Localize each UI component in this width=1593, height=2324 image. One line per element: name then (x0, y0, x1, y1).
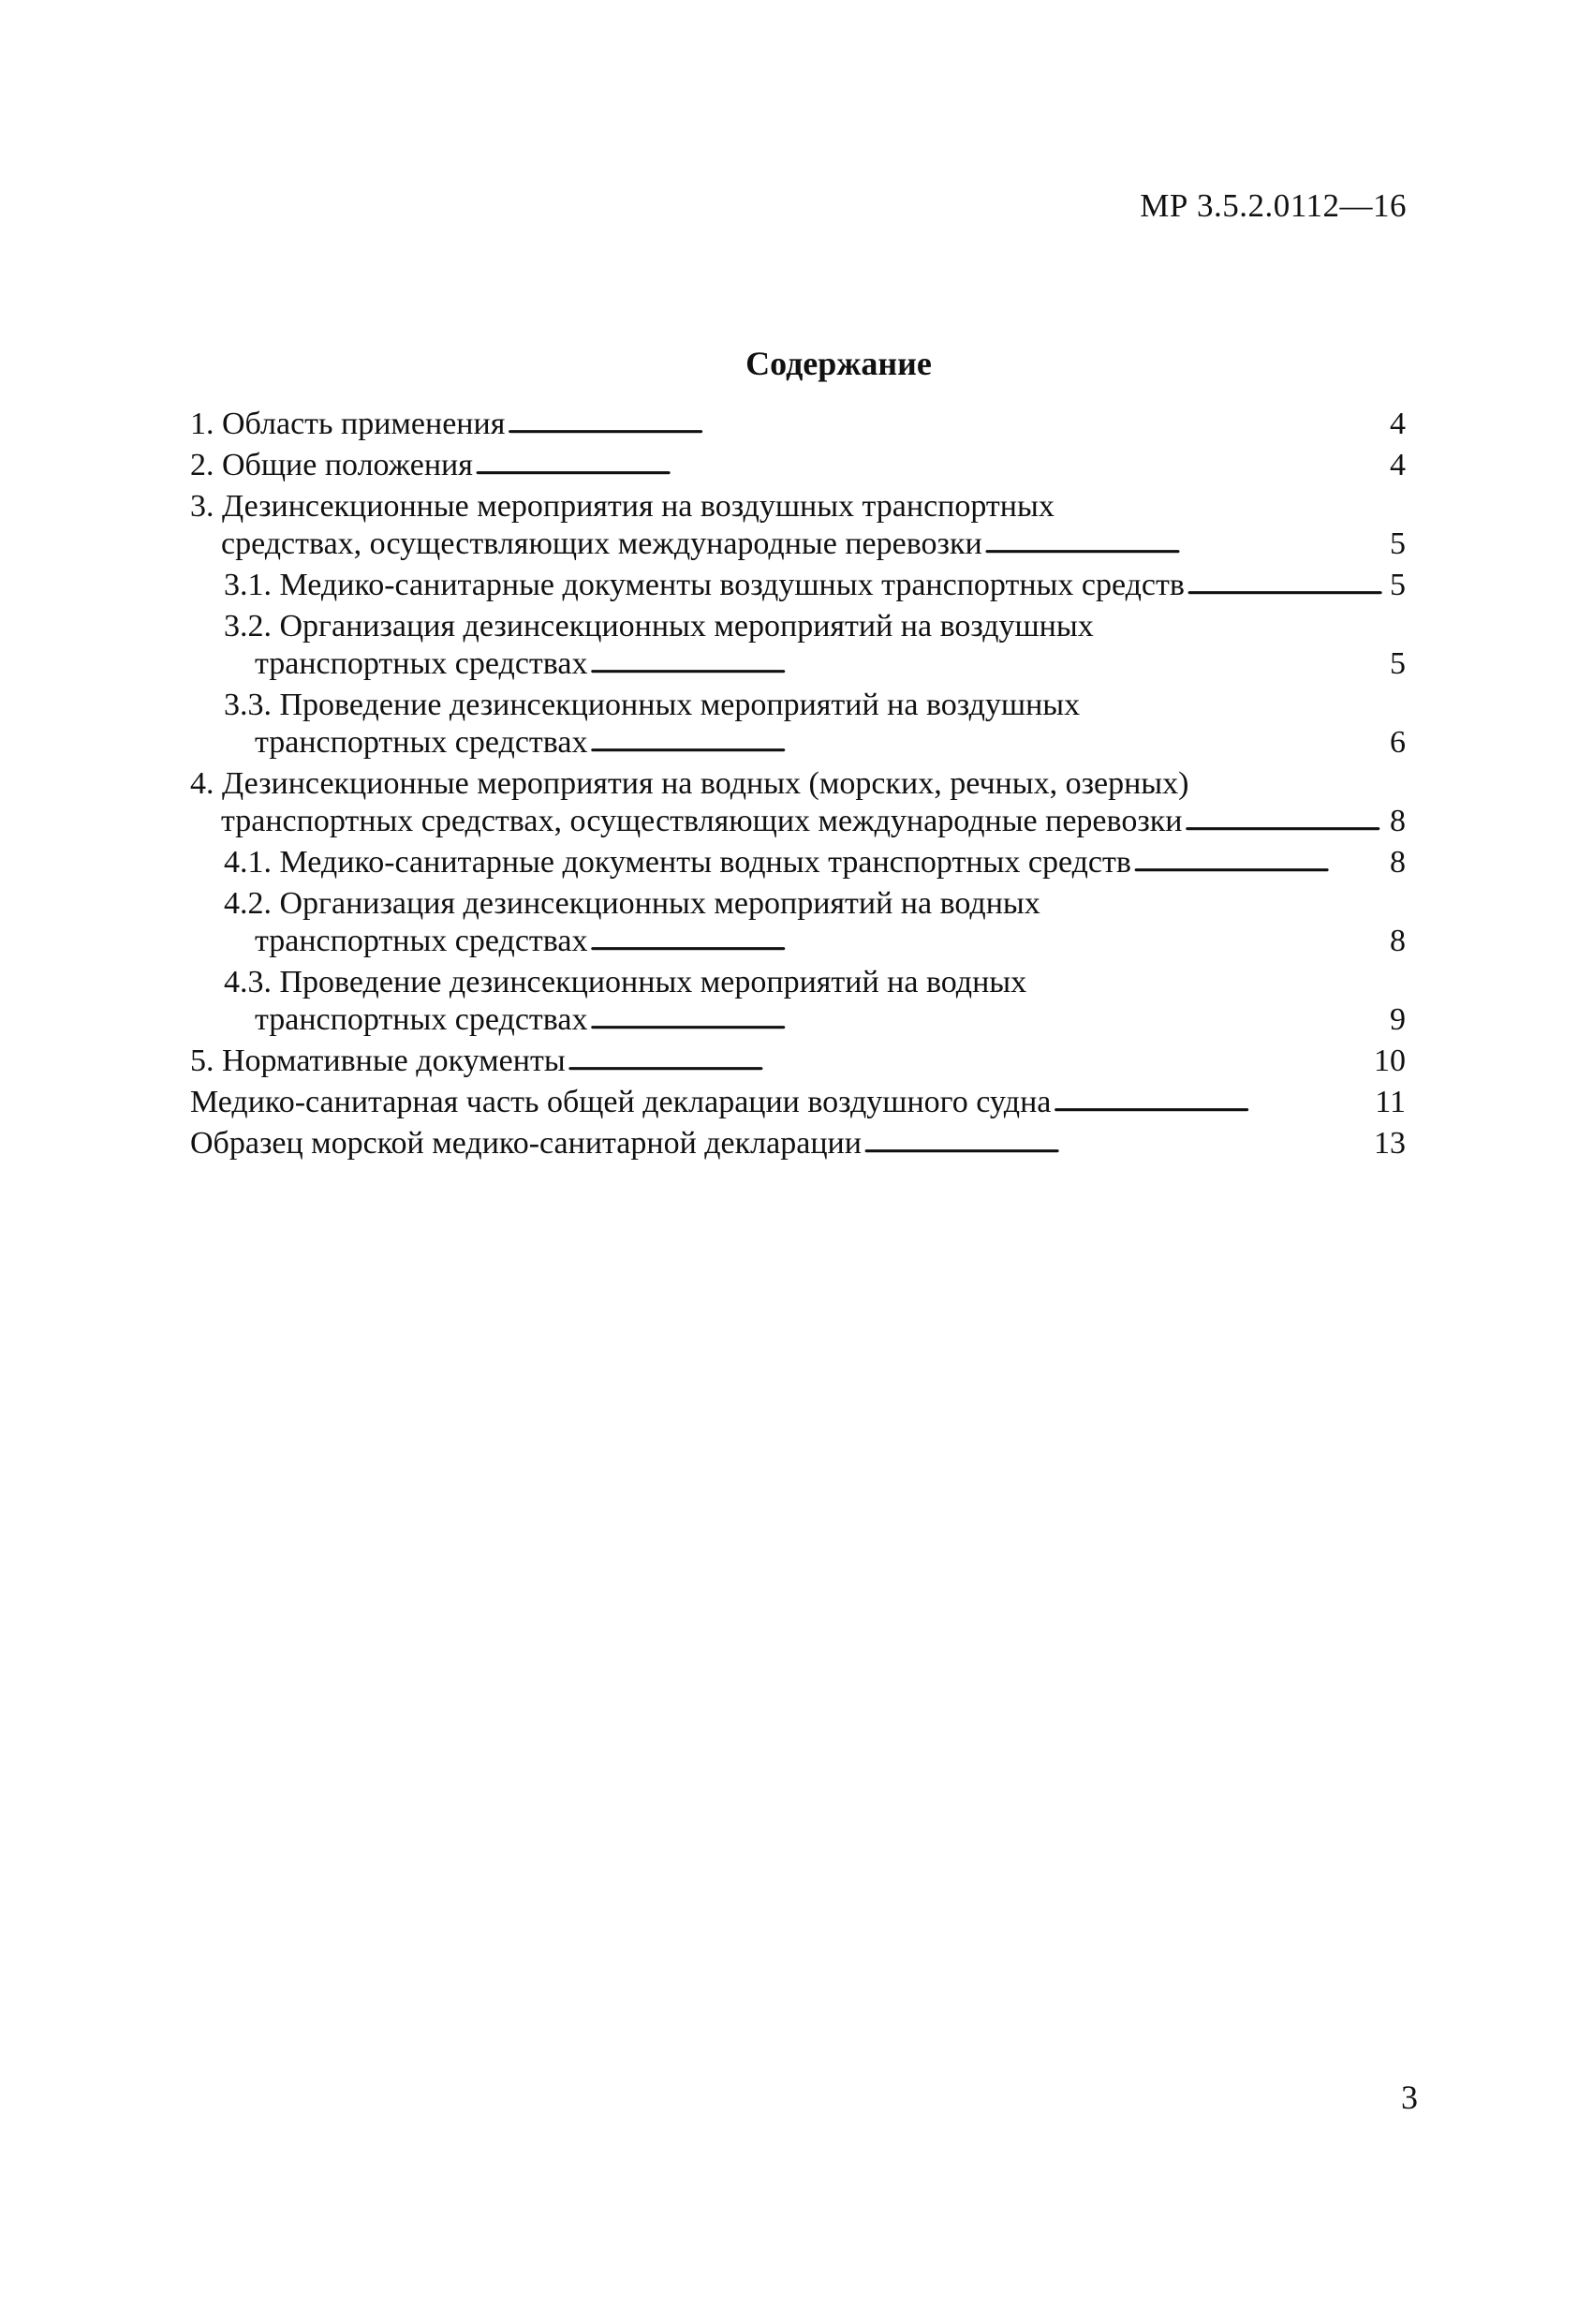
toc-entry-text: 4.2. Организация дезинсекционных мероприятий на водных (224, 886, 1040, 921)
toc-page-number: 6 (1390, 725, 1406, 760)
dot-leader (589, 1000, 1388, 1040)
toc-entry-text: транспортных средствах, осуществляющих международные перевозки (221, 804, 1183, 838)
toc-page-number: 10 (1374, 1044, 1406, 1078)
toc-entry (190, 1125, 1406, 1164)
toc-entry-text: транспортных средствах (255, 646, 588, 681)
dot-leader (1053, 1083, 1373, 1122)
table-of-contents (190, 406, 1406, 1166)
toc-page-number: 8 (1390, 845, 1406, 880)
toc-page-number: 8 (1390, 804, 1406, 838)
toc-entry-text: транспортных средствах (255, 1002, 588, 1037)
dot-leader (568, 1042, 1372, 1081)
toc-entry-text: 1. Область применения (190, 407, 506, 441)
toc-entry (190, 964, 1406, 1041)
toc-entry (190, 687, 1406, 763)
dot-leader (1185, 802, 1389, 841)
dot-leader (984, 525, 1388, 564)
document-code: МР 3.5.2.0112—16 (1140, 187, 1407, 224)
toc-entry (190, 406, 1406, 445)
toc-entry-text: Образец морской медико-санитарной декларации (190, 1126, 862, 1161)
toc-entry-text: 3.1. Медико-санитарные документы воздушных транспортных средств (224, 568, 1185, 602)
toc-entry-text: 3.3. Проведение дезинсекционных мероприятий на воздушных (224, 688, 1081, 722)
dot-leader (863, 1124, 1372, 1163)
toc-entry-text: 5. Нормативные документы (190, 1044, 566, 1078)
dot-leader (589, 922, 1388, 961)
toc-page-number: 5 (1390, 526, 1406, 561)
toc-entry-text: транспортных средствах (255, 725, 588, 760)
toc-page-number: 5 (1390, 568, 1406, 602)
toc-entry (190, 567, 1406, 606)
toc-entry-text: Медико-санитарная часть общей декларации воздушного судна (190, 1085, 1052, 1119)
toc-entry-text: 4.1. Медико-санитарные документы водных транспортных средств (224, 845, 1131, 880)
toc-page-number: 11 (1375, 1085, 1406, 1119)
toc-entry (190, 1043, 1406, 1082)
toc-entry (190, 608, 1406, 685)
toc-entry (190, 488, 1406, 565)
toc-page-number: 13 (1374, 1126, 1406, 1161)
dot-leader (475, 446, 1388, 485)
dot-leader (589, 723, 1388, 762)
dot-leader (589, 644, 1388, 684)
toc-title: Содержание (745, 345, 932, 382)
toc-entry-text: средствах, осуществляющих международные перевозки (221, 526, 982, 561)
toc-entry (190, 447, 1406, 486)
toc-page-number: 5 (1390, 646, 1406, 681)
toc-entry-text: 3.2. Организация дезинсекционных мероприятий на воздушных (224, 609, 1094, 644)
toc-entry (190, 885, 1406, 962)
toc-entry-text: 3. Дезинсекционные мероприятия на воздушных транспортных (190, 489, 1055, 524)
toc-entry (190, 844, 1406, 883)
page-number: 3 (1401, 2079, 1418, 2116)
dot-leader (1133, 843, 1388, 882)
toc-entry (190, 765, 1406, 842)
toc-page-number: 4 (1390, 407, 1406, 441)
toc-entry (190, 1084, 1406, 1123)
dot-leader (507, 405, 1388, 444)
toc-entry-text: 4.3. Проведение дезинсекционных мероприятий на водных (224, 965, 1027, 999)
toc-entry-text: транспортных средствах (255, 924, 588, 958)
toc-entry-text: 2. Общие положения (190, 448, 473, 482)
toc-page-number: 8 (1390, 924, 1406, 958)
toc-page-number: 9 (1390, 1002, 1406, 1037)
toc-entry-text: 4. Дезинсекционные мероприятия на водных (морских, речных, озерных) (190, 766, 1189, 801)
dot-leader (1187, 566, 1388, 605)
toc-page-number: 4 (1390, 448, 1406, 482)
